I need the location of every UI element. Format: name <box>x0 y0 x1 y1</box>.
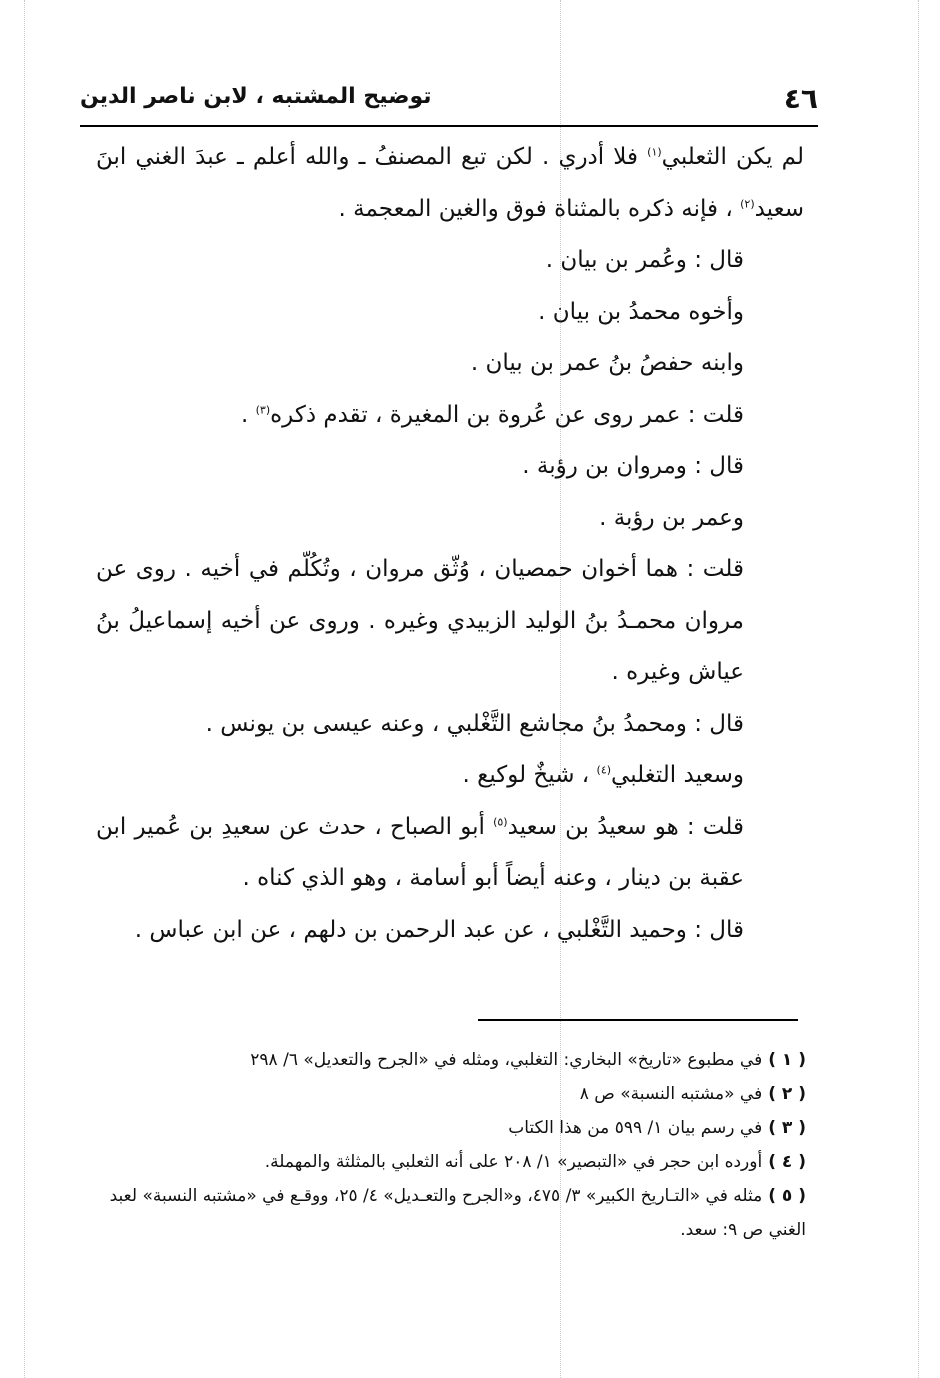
footnote <box>100 1145 806 1179</box>
footnote-number: ( ١ ) <box>768 1050 806 1070</box>
page-number: ٤٦ <box>783 82 818 115</box>
paragraph: وعمر بن رؤبة . <box>599 504 744 531</box>
paragraph: قلت : هما أخوان حمصيان ، وُثّق مروان ، وتُكُلّم في أخيه . روى عن مروان محمـدُ بنُ الوليد الزبيدي وغيره . وروى عن أخيه إسماعيلُ بنُ عياش وغيره . <box>96 556 744 685</box>
paragraph: وأخوه محمدُ بن بيان . <box>538 298 744 325</box>
footnote <box>100 1077 806 1111</box>
footnote-ref: (٥) <box>493 814 508 828</box>
paragraph: قال : ومحمدُ بنُ مجاشع التَّغْلبي ، وعنه عيسى بن يونس . <box>205 710 744 737</box>
paragraph: قلت : عمر روى عن عُروة بن المغيرة ، تقدم ذكره$^{(٣)}$ . <box>240 401 744 428</box>
footnote <box>100 1043 806 1077</box>
footnote-number: ( ٣ ) <box>768 1118 806 1138</box>
footnote <box>100 1111 806 1145</box>
footnote-text: في رسم بيان ١/ ٥٩٩ من هذا الكتاب <box>508 1118 763 1138</box>
paragraph: لم يكن الثعلبي$^{(١)}$ فلا أدري . لكن تبع المصنفُ ـ والله أعلم ـ عبدَ الغني ابنَ سعيد$^{(٢)}$ ، فإنه ذكره بالمثناة فوق والغين المعجمة . <box>96 144 805 222</box>
running-title: توضيح المشتبه ، لابن ناصر الدين <box>80 84 432 109</box>
footnote-ref: (٣) <box>255 402 271 416</box>
footnote-text: في مطبوع «تاريخ» البخاري: التغلبي، ومثله في «الجرح والتعديل» ٦/ ٢٩٨ <box>250 1050 763 1070</box>
footnote-ref: (٢) <box>740 196 755 210</box>
scan-guide-line <box>918 0 919 1378</box>
footnote-text: مثله في «التـاريخ الكبير» ٣/ ٤٧٥، و«الجرح والتعـديل» ٤/ ٢٥، ووقـع في «مشتبه النسبة» لعبد الغني ص ٩: سعد. <box>109 1186 806 1240</box>
main-text <box>96 132 804 956</box>
footnote-separator <box>478 1019 798 1021</box>
paragraph: قال : وحميد التَّغْلبي ، عن عبد الرحمن بن دلهم ، عن ابن عباس . <box>134 916 744 943</box>
paragraph: قال : وعُمر بن بيان . <box>545 247 744 273</box>
footnotes <box>100 1043 806 1247</box>
page-header <box>80 78 818 122</box>
footnote-text: في «مشتبه النسبة» ص ٨ <box>579 1084 763 1104</box>
footnote-text: أورده ابن حجر في «التبصير» ١/ ٢٠٨ على أنه الثعلبي بالمثلثة والمهملة. <box>264 1152 763 1172</box>
paragraph: وابنه حفصُ بنُ عمر بن بيان . <box>470 350 744 376</box>
footnote <box>100 1179 806 1247</box>
footnote-number: ( ٥ ) <box>768 1186 806 1206</box>
footnote-number: ( ٤ ) <box>768 1152 806 1172</box>
scan-guide-line <box>24 0 25 1378</box>
header-rule <box>80 125 818 127</box>
paragraph: قلت : هو سعيدُ بن سعيد$^{(٥)}$ أبو الصباح ، حدث عن سعيدِ بن عُمير ابن عقبة بن دينار ، وعنه أيضاً أبو أسامة ، وهو الذي كناه . <box>96 813 745 891</box>
paragraph: قال : ومروان بن رؤبة . <box>522 453 744 479</box>
footnote-number: ( ٢ ) <box>768 1084 806 1104</box>
footnote-ref: (١) <box>647 145 662 159</box>
footnote-ref: (٤) <box>596 763 612 777</box>
paragraph: وسعيد التغلبي$^{(٤)}$ ، شيخٌ لوكيع . <box>462 762 744 788</box>
